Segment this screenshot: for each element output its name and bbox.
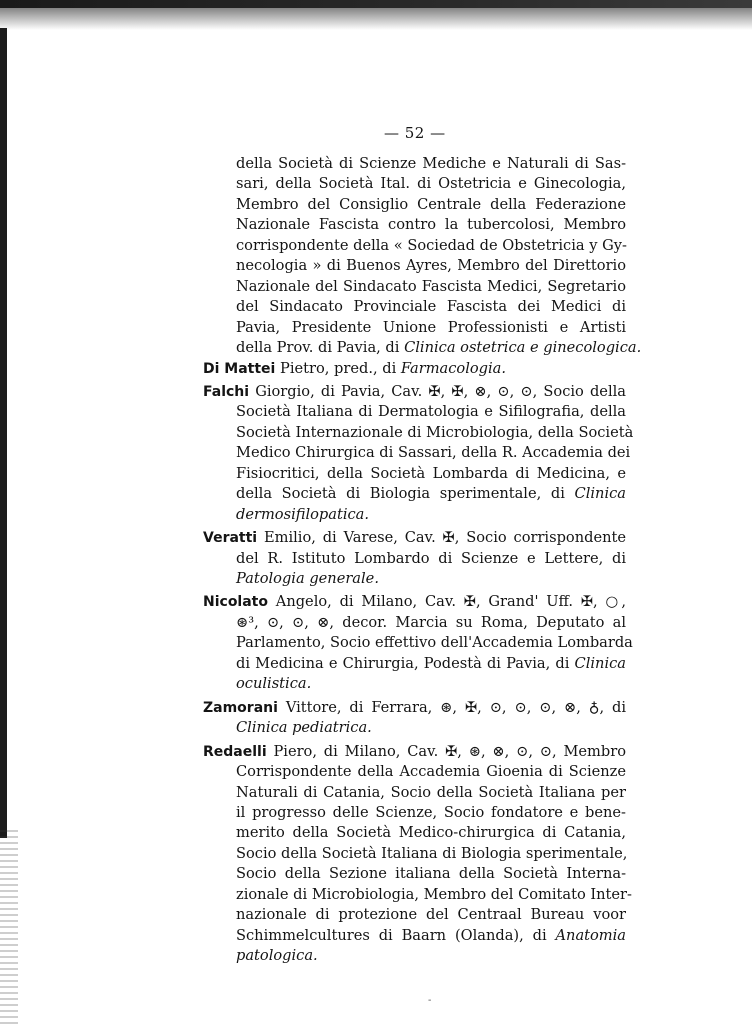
line-text: il progresso delle Scienze, Socio fondatore e bene- [236,803,626,821]
course-name: Clinica [574,654,626,672]
line-text: merito della Società Medico-chirurgica di Catania, [236,824,626,842]
line-text: corrispondente della « Sociedad de Obstetricia y Gy- [236,236,627,254]
text-line [236,674,626,694]
line-text: Fisiocritici, della Società Lombarda di Medicina, e [236,464,626,482]
person-surname: Veratti [203,530,258,547]
text-line [203,382,626,402]
scan-mark: - [428,995,432,1006]
line-text: Nazionale del Sindacato Fascista Medici, Segretario [236,277,626,295]
line-text: Angelo, di Milano, Cav. ✠, Grand' Uff. ✠, ○, [268,593,626,611]
text-line [236,505,626,525]
line-text: della Società di Scienze Mediche e Naturali di Sas- [236,155,626,172]
text-line [203,359,626,379]
course-name: patologica. [236,947,318,965]
line-text: della Società di Biologia sperimentale, di [236,485,575,503]
line-text: del Sindacato Provinciale Fascista dei Medici di [236,298,626,316]
line-text: del R. Istituto Lombardo di Scienze e Lettere, di [236,549,626,567]
text-line [236,402,626,422]
line-text: di Medicina e Chirurgia, Podestà di Pavia, di [236,654,575,672]
text-line [236,864,626,884]
text-line [203,528,626,548]
text-line [236,633,633,653]
person-surname: Redaelli [203,743,267,760]
line-text: nazionale di protezione del Centraal Bureau voor [236,906,626,924]
text-line [236,654,626,674]
text-line [236,569,626,589]
course-name: Anatomia [555,926,626,944]
text-line [236,823,626,843]
text-line [236,174,626,194]
scan-left-edge [0,28,7,838]
course-name: Clinica pediatrica. [236,719,372,737]
line-text: Medico Chirurgica di Sassari, della R. Accademia dei [236,444,631,462]
scan-top-shadow [0,8,752,30]
text-line [203,742,626,762]
text-line [236,154,626,174]
course-name: Patologia generale. [236,570,379,587]
text-line [236,195,626,215]
line-text: Pavia, Presidente Unione Professionisti e Artisti [236,318,626,336]
person-surname: Nicolato [203,594,268,611]
page-number: — 52 — [384,124,446,142]
line-text: Pietro, pred., di [275,359,401,377]
text-line [236,423,634,443]
line-text: Parlamento, Socio effettivo dell'Accademia Lombarda [236,634,633,652]
text-line [236,338,642,358]
text-line [236,613,626,633]
text-line [203,592,626,612]
line-text: Socio della Sezione italiana della Società Interna- [236,865,626,883]
person-surname: Zamorani [203,699,278,716]
text-line [236,236,626,256]
text-line [236,803,626,823]
text-line [236,946,626,966]
text-line [236,926,626,946]
line-text: Schimmelcultures di Baarn (Olanda), di [236,926,556,944]
person-surname: Di Mattei [203,360,276,377]
line-text: zionale di Microbiologia, Membro del Comitato Inter- [236,885,632,903]
course-name: Clinica ostetrica e ginecologica. [404,339,642,357]
line-text: Corrispondente della Accademia Gioenia di Scienze [236,763,626,781]
line-text: Vittore, di Ferrara, ⊛, ✠, ⊙, ⊙, ⊙, ⊗, ♁, di [277,698,626,716]
scan-left-noise [0,830,18,1024]
text-line [236,484,626,504]
course-name: Farmacologia. [400,359,507,377]
line-text: Piero, di Milano, Cav. ✠, ⊛, ⊗, ⊙, ⊙, Membro [266,742,626,760]
course-name: Clinica [574,485,626,503]
person-surname: Falchi [203,383,250,400]
text-line [236,762,626,782]
line-text: Naturali di Catania, Socio della Società Italiana per [236,783,626,801]
line-text: ⊛³, ⊙, ⊙, ⊗, decor. Marcia su Roma, Deputato al [236,613,626,631]
text-line [236,443,631,463]
text-line [236,718,626,738]
text-line [236,318,626,338]
text-line [236,215,626,235]
line-text: Socio della Società Italiana di Biologia sperimentale, [236,844,628,862]
line-text: Nazionale Fascista contro la tubercolosi, Membro [236,216,626,234]
text-line [236,885,632,905]
line-text: Società Internazionale di Microbiologia, della Società [236,423,634,441]
line-text: Società Italiana di Dermatologia e Sifilografia, della [236,403,626,421]
text-line [236,297,626,317]
text-line [203,698,626,718]
text-line [236,549,626,569]
line-text: Giorgio, di Pavia, Cav. ✠, ✠, ⊗, ⊙, ⊙, Socio della [249,382,626,400]
text-line [236,844,626,864]
text-line [236,256,626,276]
scan-top-edge [0,0,752,8]
line-text: Membro del Consiglio Centrale della Federazione [236,195,626,213]
line-text: Emilio, di Varese, Cav. ✠, Socio corrispondente [257,529,626,547]
line-text: sari, della Società Ital. di Ostetricia e Ginecologia, [236,175,626,193]
line-text: della Prov. di Pavia, di [236,339,405,357]
text-line [236,905,626,925]
course-name: dermosifilopatica. [236,505,370,523]
line-text: necologia » di Buenos Ayres, Membro del Direttorio [236,257,626,275]
text-line [236,277,626,297]
text-line [236,464,626,484]
course-name: oculistica. [236,675,312,693]
text-line [236,783,626,803]
